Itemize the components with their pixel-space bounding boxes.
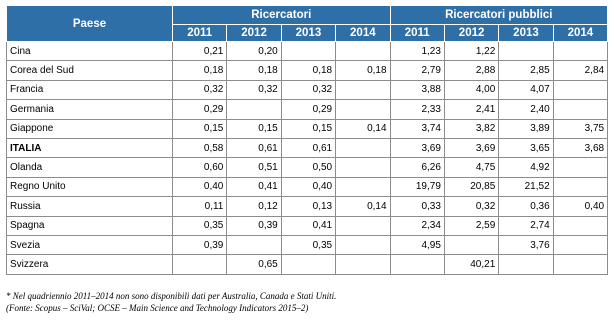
header-group-researchers: Ricercatori: [173, 6, 391, 25]
researchers-value-cell: 0,12: [227, 197, 281, 216]
table-row: [7, 255, 608, 274]
public-researchers-value-cell: 40,21: [444, 255, 498, 274]
public-researchers-value-cell: 3,69: [444, 138, 498, 157]
researchers-value-cell: 0,32: [227, 80, 281, 99]
researchers-value-cell: 0,41: [281, 216, 335, 235]
public-researchers-value-cell: [553, 158, 607, 177]
researchers-value-cell: [281, 255, 335, 274]
researchers-value-cell: 0,15: [227, 119, 281, 138]
table-row: [7, 61, 608, 80]
researchers-value-cell: 0,15: [173, 119, 227, 138]
table-row: [7, 80, 608, 99]
public-researchers-value-cell: 3,75: [553, 119, 607, 138]
public-researchers-value-cell: 2,74: [499, 216, 553, 235]
public-researchers-value-cell: [553, 42, 607, 61]
researchers-value-cell: 0,58: [173, 138, 227, 157]
researchers-value-cell: [336, 235, 390, 254]
country-cell: Corea del Sud: [7, 61, 173, 80]
researchers-value-cell: 0,35: [173, 216, 227, 235]
public-researchers-value-cell: 4,92: [499, 158, 553, 177]
public-researchers-value-cell: 2,33: [390, 100, 444, 119]
header-year: 2013: [281, 25, 335, 42]
public-researchers-value-cell: 3,74: [390, 119, 444, 138]
public-researchers-value-cell: 20,85: [444, 177, 498, 196]
researchers-value-cell: 0,29: [173, 100, 227, 119]
country-cell: Svizzera: [7, 255, 173, 274]
researchers-value-cell: [336, 80, 390, 99]
public-researchers-value-cell: 3,88: [390, 80, 444, 99]
public-researchers-value-cell: [444, 235, 498, 254]
researchers-value-cell: [336, 158, 390, 177]
researchers-value-cell: 0,18: [227, 61, 281, 80]
researchers-value-cell: 0,11: [173, 197, 227, 216]
researchers-value-cell: 0,61: [227, 138, 281, 157]
table-body: [7, 42, 608, 275]
country-cell: Svezia: [7, 235, 173, 254]
public-researchers-value-cell: [553, 216, 607, 235]
researchers-value-cell: 0,39: [227, 216, 281, 235]
researchers-value-cell: [336, 138, 390, 157]
researchers-value-cell: 0,60: [173, 158, 227, 177]
public-researchers-value-cell: 2,40: [499, 100, 553, 119]
public-researchers-value-cell: 21,52: [499, 177, 553, 196]
public-researchers-value-cell: [553, 255, 607, 274]
public-researchers-value-cell: 1,23: [390, 42, 444, 61]
public-researchers-value-cell: 4,00: [444, 80, 498, 99]
researchers-value-cell: [336, 177, 390, 196]
public-researchers-value-cell: 1,22: [444, 42, 498, 61]
researchers-value-cell: 0,40: [173, 177, 227, 196]
researchers-value-cell: 0,18: [173, 61, 227, 80]
public-researchers-value-cell: 2,41: [444, 100, 498, 119]
header-year: 2011: [173, 25, 227, 42]
public-researchers-value-cell: 3,76: [499, 235, 553, 254]
researchers-value-cell: 0,14: [336, 197, 390, 216]
researchers-value-cell: 0,20: [227, 42, 281, 61]
researchers-value-cell: 0,18: [281, 61, 335, 80]
country-cell: Francia: [7, 80, 173, 99]
country-cell: Olanda: [7, 158, 173, 177]
public-researchers-value-cell: 2,88: [444, 61, 498, 80]
footnote: * Nel quadriennio 2011–2014 non sono disponibili dati per Australia, Canada e Stati Uniti.: [6, 291, 337, 301]
table-row: [7, 177, 608, 196]
public-researchers-value-cell: 3,82: [444, 119, 498, 138]
public-researchers-value-cell: 3,65: [499, 138, 553, 157]
table-row: [7, 235, 608, 254]
header-group-public-researchers: Ricercatori pubblici: [390, 6, 608, 25]
researchers-value-cell: 0,51: [227, 158, 281, 177]
public-researchers-value-cell: [390, 255, 444, 274]
public-researchers-value-cell: 3,89: [499, 119, 553, 138]
table-row: [7, 42, 608, 61]
researchers-value-cell: 0,65: [227, 255, 281, 274]
public-researchers-value-cell: [499, 255, 553, 274]
researchers-value-cell: 0,18: [336, 61, 390, 80]
public-researchers-value-cell: 2,85: [499, 61, 553, 80]
researchers-value-cell: [227, 100, 281, 119]
country-cell: ITALIA: [7, 138, 173, 157]
country-cell: Giappone: [7, 119, 173, 138]
public-researchers-value-cell: 2,59: [444, 216, 498, 235]
public-researchers-value-cell: 2,79: [390, 61, 444, 80]
country-cell: Regno Unito: [7, 177, 173, 196]
country-cell: Russia: [7, 197, 173, 216]
public-researchers-value-cell: 4,95: [390, 235, 444, 254]
researchers-value-cell: 0,21: [173, 42, 227, 61]
table-row: [7, 216, 608, 235]
public-researchers-value-cell: 0,32: [444, 197, 498, 216]
table-row: [7, 100, 608, 119]
public-researchers-value-cell: 4,75: [444, 158, 498, 177]
public-researchers-value-cell: 0,33: [390, 197, 444, 216]
public-researchers-value-cell: [553, 80, 607, 99]
public-researchers-value-cell: [553, 100, 607, 119]
public-researchers-value-cell: [553, 235, 607, 254]
researchers-value-cell: 0,29: [281, 100, 335, 119]
researchers-value-cell: 0,50: [281, 158, 335, 177]
researchers-value-cell: [281, 42, 335, 61]
data-table-container: [6, 5, 607, 275]
header-year: 2014: [553, 25, 607, 42]
researchers-value-cell: 0,61: [281, 138, 335, 157]
researchers-value-cell: 0,39: [173, 235, 227, 254]
source-note: (Fonte: Scopus – SciVal; OCSE – Main Science and Technology Indicators 2015–2): [6, 303, 309, 313]
researchers-value-cell: 0,32: [281, 80, 335, 99]
table-row: [7, 138, 608, 157]
public-researchers-value-cell: 0,40: [553, 197, 607, 216]
researchers-value-cell: [336, 42, 390, 61]
table-row: [7, 158, 608, 177]
public-researchers-value-cell: [553, 177, 607, 196]
public-researchers-value-cell: 3,68: [553, 138, 607, 157]
researchers-table: [6, 5, 608, 275]
public-researchers-value-cell: 2,84: [553, 61, 607, 80]
public-researchers-value-cell: 2,34: [390, 216, 444, 235]
researchers-value-cell: 0,14: [336, 119, 390, 138]
public-researchers-value-cell: 4,07: [499, 80, 553, 99]
researchers-value-cell: 0,13: [281, 197, 335, 216]
researchers-value-cell: [336, 100, 390, 119]
header-year: 2012: [227, 25, 281, 42]
country-cell: Cina: [7, 42, 173, 61]
header-country: Paese: [7, 6, 173, 42]
header-year: 2014: [336, 25, 390, 42]
researchers-value-cell: [173, 255, 227, 274]
table-notes: [6, 290, 607, 314]
public-researchers-value-cell: 3,69: [390, 138, 444, 157]
table-row: [7, 119, 608, 138]
country-cell: Spagna: [7, 216, 173, 235]
researchers-value-cell: 0,35: [281, 235, 335, 254]
researchers-value-cell: [227, 235, 281, 254]
public-researchers-value-cell: [499, 42, 553, 61]
researchers-value-cell: [336, 216, 390, 235]
table-row: [7, 197, 608, 216]
researchers-value-cell: 0,15: [281, 119, 335, 138]
public-researchers-value-cell: 19,79: [390, 177, 444, 196]
researchers-value-cell: 0,32: [173, 80, 227, 99]
header-year: 2013: [499, 25, 553, 42]
public-researchers-value-cell: 6,26: [390, 158, 444, 177]
country-cell: Germania: [7, 100, 173, 119]
public-researchers-value-cell: 0,36: [499, 197, 553, 216]
researchers-value-cell: 0,41: [227, 177, 281, 196]
researchers-value-cell: [336, 255, 390, 274]
header-year: 2012: [444, 25, 498, 42]
header-year: 2011: [390, 25, 444, 42]
researchers-value-cell: 0,40: [281, 177, 335, 196]
